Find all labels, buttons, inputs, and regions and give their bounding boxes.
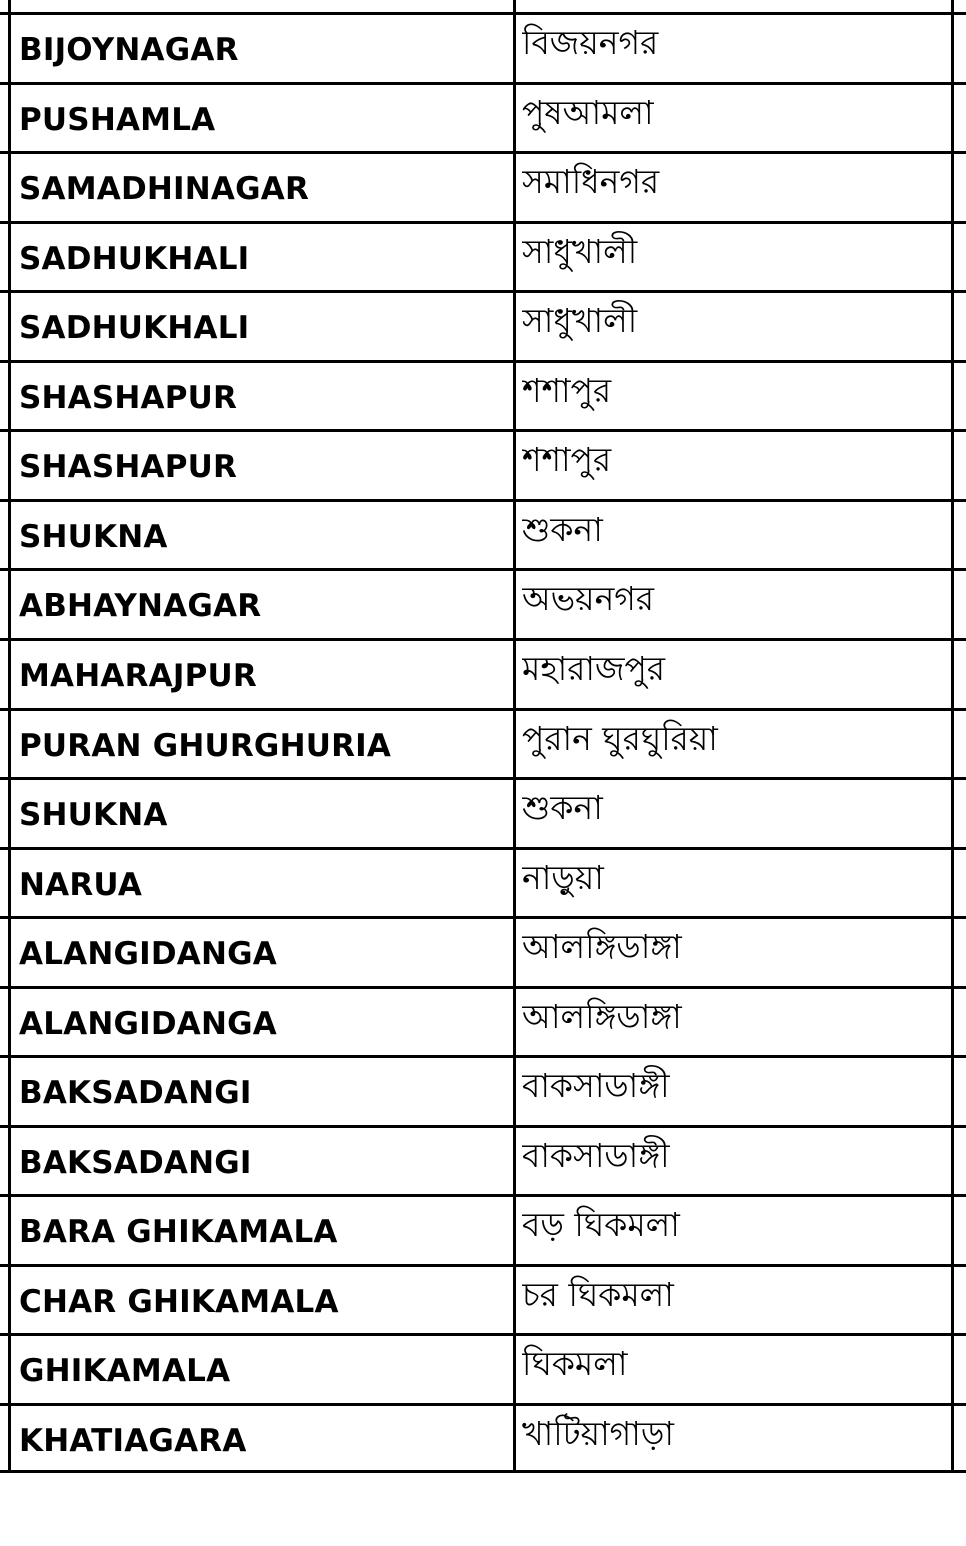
village-name-bengali: শশাপুর [522, 440, 612, 479]
village-name-bengali: চর ঘিকমলা [522, 1275, 674, 1314]
village-name-english: MAHARAJPUR [19, 658, 257, 694]
village-name-bengali: বাকসাডাঙ্গী [522, 1066, 670, 1105]
column-divider [8, 0, 11, 1472]
village-name-bengali: আলঙ্গিডাঙ্গা [522, 927, 682, 966]
village-name-english: SHUKNA [19, 519, 168, 555]
village-name-english: ABHAYNAGAR [19, 588, 262, 624]
village-name-english: BAKSADANGI [19, 1075, 252, 1111]
village-name-bengali: অভয়নগর [522, 579, 655, 618]
village-name-english: ALANGIDANGA [19, 936, 277, 972]
village-name-bengali: বাকসাডাঙ্গী [522, 1136, 670, 1175]
village-name-english: KHATIAGARA [19, 1423, 247, 1459]
village-name-english: SADHUKHALI [19, 241, 250, 277]
village-name-bengali: শুকনা [522, 788, 603, 827]
village-name-english: NARUA [19, 867, 143, 903]
village-name-bengali: সমাধিনগর [522, 162, 660, 201]
village-name-english: SHUKNA [19, 797, 168, 833]
village-name-bengali: বিজয়নগর [522, 23, 659, 62]
village-name-english: GHIKAMALA [19, 1353, 231, 1389]
village-name-bengali: আলঙ্গিডাঙ্গা [522, 997, 682, 1036]
village-name-english: CHAR GHIKAMALA [19, 1284, 339, 1320]
village-name-bengali: সাধুখালী [522, 232, 638, 271]
column-divider [951, 0, 954, 1472]
village-name-english: PUSHAMLA [19, 102, 216, 138]
village-name-english: SHASHAPUR [19, 380, 238, 416]
village-name-english: SHASHAPUR [19, 449, 238, 485]
village-name-bengali: ঘিকমলা [522, 1344, 628, 1383]
column-divider [513, 0, 516, 1472]
village-name-bengali: মহারাজপুর [522, 649, 666, 688]
village-name-bengali: পুষআমলা [522, 93, 654, 132]
village-name-bengali: শশাপুর [522, 371, 612, 410]
village-name-bengali: বড় ঘিকমলা [522, 1205, 680, 1244]
village-name-english: ALANGIDANGA [19, 1006, 277, 1042]
village-name-bengali: নাড়ুয়া [522, 858, 604, 897]
village-name-bengali: খাটিয়াগাড়া [522, 1414, 674, 1453]
village-name-english: SAMADHINAGAR [19, 171, 310, 207]
village-name-bengali: শুকনা [522, 510, 603, 549]
village-name-english: BIJOYNAGAR [19, 32, 239, 68]
village-name-bengali: সাধুখালী [522, 301, 638, 340]
village-name-english: BARA GHIKAMALA [19, 1214, 338, 1250]
village-name-english: BAKSADANGI [19, 1145, 252, 1181]
village-name-bengali: পুরান ঘুরঘুরিয়া [522, 719, 718, 758]
village-name-english: PURAN GHURGHURIA [19, 728, 392, 764]
village-name-english: SADHUKHALI [19, 310, 250, 346]
